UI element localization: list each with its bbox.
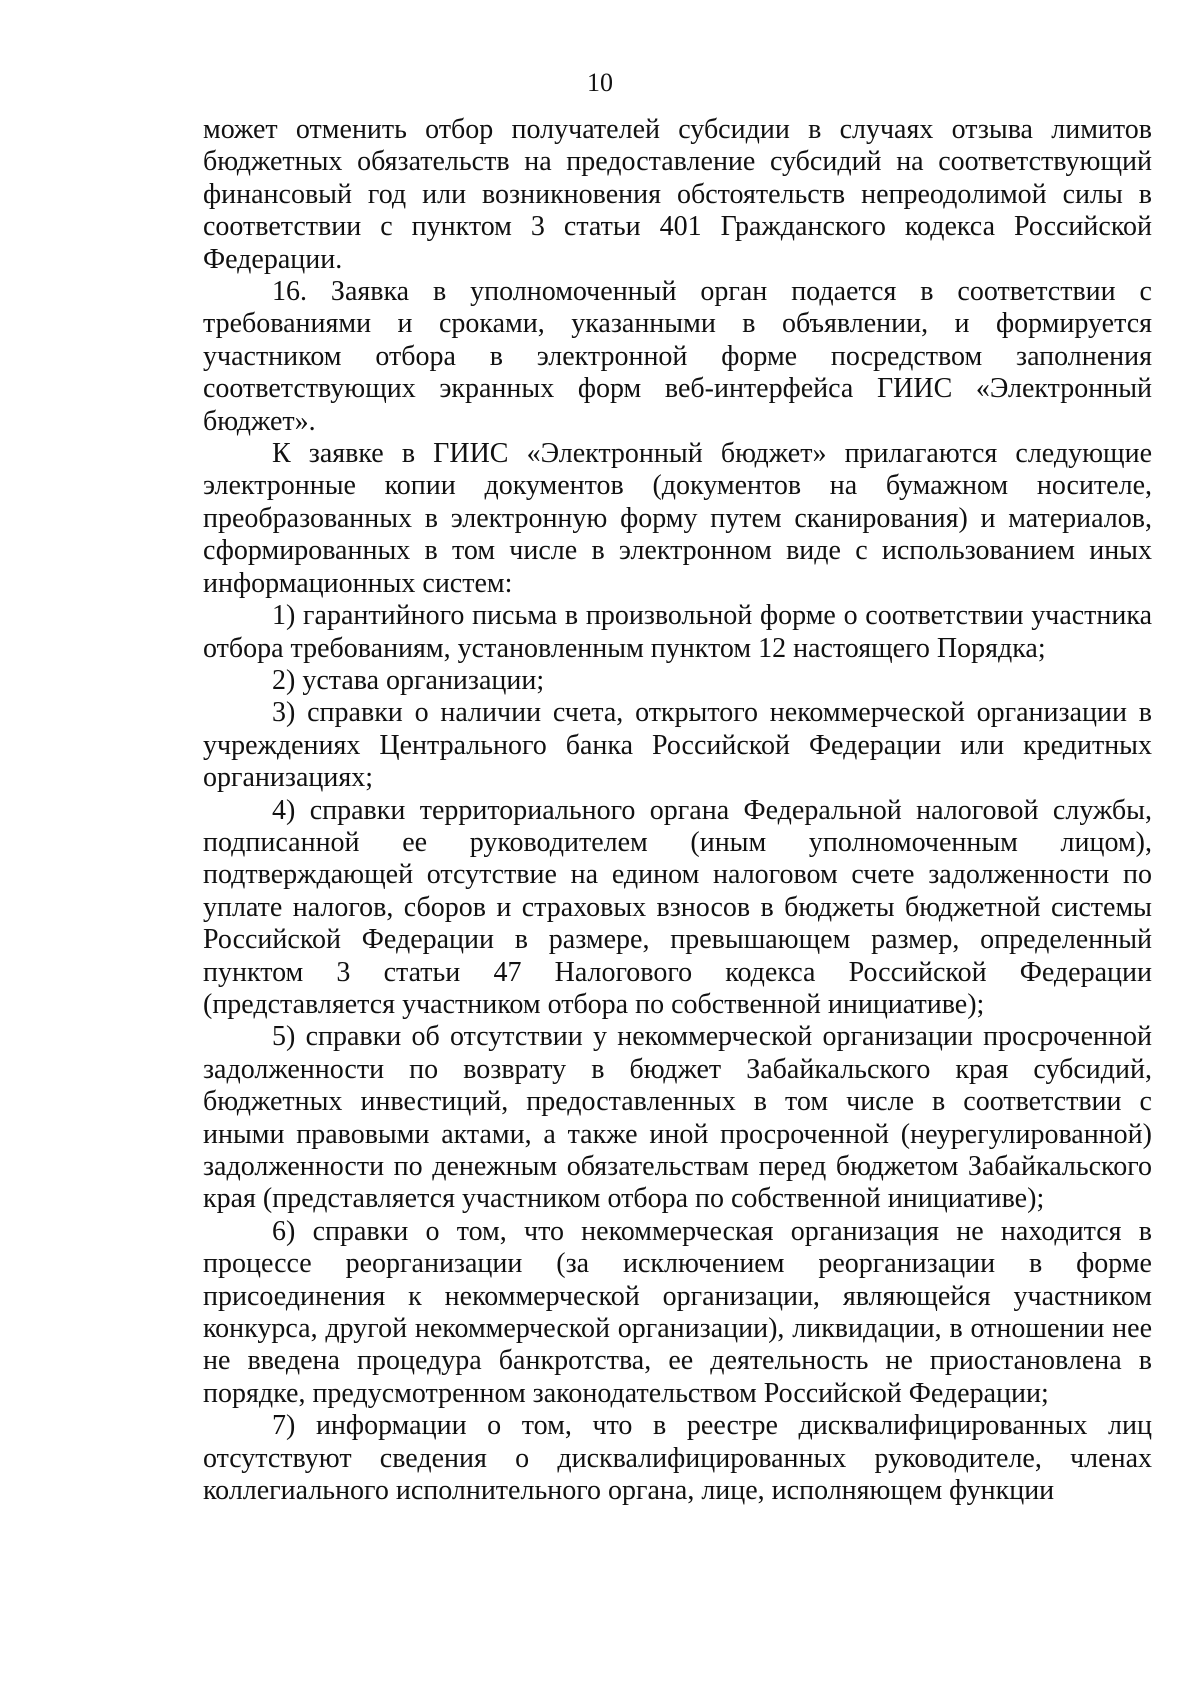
page-number: 10 [587, 68, 613, 97]
paragraph-item-16: 16. Заявка в уполномоченный орган подается в соответствии с требованиями и сроками, указанными в объявлении, и формируется участником отбора в электронной форме посредством заполнения соответствующих экранных форм веб-интерфейса ГИИС «Электронный бюджет». [203, 276, 1152, 437]
list-item-4: 4) справки территориального органа Федеральной налоговой службы, подписанной ее руководителем (иным уполномоченным лицом), подтверждающей отсутствие на едином налоговом счете задолженности по уплате налогов, сборов и страховых взносов в бюджеты бюджетной системы Российской Федерации в размере, превышающем размер, определенный пунктом 3 статьи 47 Налогового кодекса Российской Федерации (представляется участником отбора по собственной инициативе); [203, 794, 1152, 1020]
list-item-7: 7) информации о том, что в реестре дисквалифицированных лиц отсутствуют сведения о дисквалифицированных руководителе, членах коллегиального исполнительного органа, лице, исполняющем функции [203, 1410, 1152, 1507]
paragraph-attachments-intro: К заявке в ГИИС «Электронный бюджет» прилагаются следующие электронные копии документов (документов на бумажном носителе, преобразованных в электронную форму путем сканирования) и материалов, сформированных в том числе в электронном виде с использованием иных информационных систем: [203, 438, 1152, 599]
document-body [203, 114, 1152, 1507]
paragraph-continuation: может отменить отбор получателей субсидии в случаях отзыва лимитов бюджетных обязательств на предоставление субсидий на соответствующий финансовый год или возникновения обстоятельств непреодолимой силы в соответствии с пунктом 3 статьи 401 Гражданского кодекса Российской Федерации. [203, 114, 1152, 275]
list-item-3: 3) справки о наличии счета, открытого некоммерческой организации в учреждениях Центрального банка Российской Федерации или кредитных организациях; [203, 697, 1152, 794]
list-item-1: 1) гарантийного письма в произвольной форме о соответствии участника отбора требованиям, установленным пунктом 12 настоящего Порядка; [203, 600, 1152, 664]
list-item-2: 2) устава организации; [272, 664, 545, 696]
list-item-6: 6) справки о том, что некоммерческая организация не находится в процессе реорганизации (за исключением реорганизации в форме присоединения к некоммерческой организации, являющейся участником конкурса, другой некоммерческой организации), ликвидации, в отношении нее не введена процедура банкротства, ее деятельность не приостановлена в порядке, предусмотренном законодательством Российской Федерации; [203, 1215, 1152, 1409]
list-item-5: 5) справки об отсутствии у некоммерческой организации просроченной задолженности по возврату в бюджет Забайкальского края субсидий, бюджетных инвестиций, предоставленных в том числе в соответствии с иными правовыми актами, а также иной просроченной (неурегулированной) задолженности по денежным обязательствам перед бюджетом Забайкальского края (представляется участником отбора по собственной инициативе); [203, 1021, 1152, 1215]
